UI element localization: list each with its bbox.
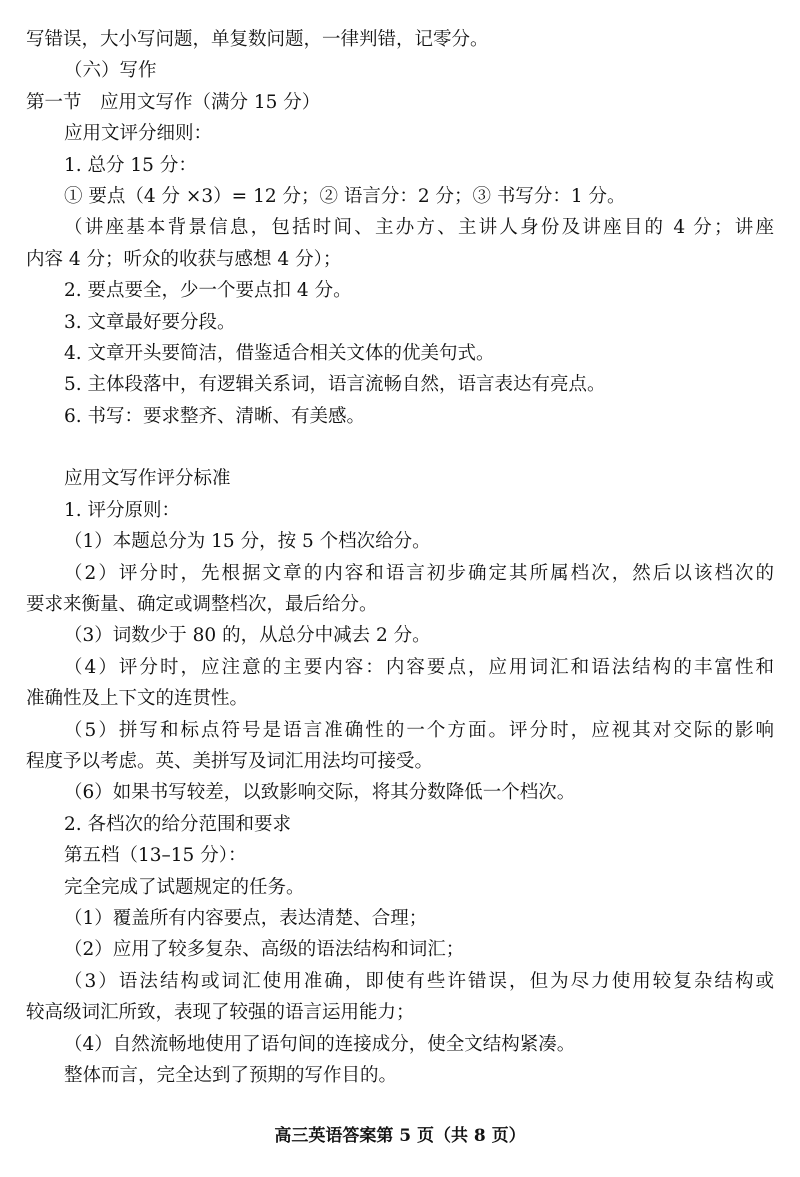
text-line: （4）自然流畅地使用了语句间的连接成分，使全文结构紧凑。 <box>64 1033 576 1055</box>
rules-heading: 应用文评分细则： <box>64 123 213 145</box>
text-line: 整体而言，完全达到了预期的写作目的。 <box>64 1064 398 1086</box>
text-line: 完全完成了试题规定的任务。 <box>64 876 305 898</box>
text-line: 写错误，大小写问题，单复数问题，一律判错，记零分。 <box>26 29 489 50</box>
grade-heading: 第五档（13–15 分）： <box>64 845 247 867</box>
text-line: 1. 总分 15 分： <box>64 154 197 176</box>
text-line: （1）覆盖所有内容要点，表达清楚、合理； <box>64 907 428 929</box>
page-footer: 高三英语答案第 5 页（共 8 页） <box>274 1126 526 1146</box>
paragraph-gap <box>26 432 774 463</box>
text-line: （1）本题总分为 15 分，按 5 个档次给分。 <box>64 531 431 553</box>
text-line: 要求来衡量、确定或调整档次，最后给分。 <box>26 594 378 616</box>
text-line: 3. 文章最好要分段。 <box>64 311 236 333</box>
text-line: （2）应用了较多复杂、高级的语法结构和词汇； <box>64 939 465 961</box>
text-line: 5. 主体段落中，有逻辑关系词，语言流畅自然，语言表达有亮点。 <box>64 374 606 396</box>
text-line: ① 要点（4 分 ×3）= 12 分；② 语言分：2 分；③ 书写分：1 分。 <box>64 185 626 207</box>
text-line: 1. 评分原则： <box>64 499 181 521</box>
text-line: 4. 文章开头要简洁，借鉴适合相关文体的优美句式。 <box>64 342 495 364</box>
text-line: 2. 各档次的给分范围和要求 <box>64 813 292 835</box>
text-line: 准确性及上下文的连贯性。 <box>26 688 249 710</box>
text-line: 6. 书写：要求整齐、清晰、有美感。 <box>64 405 366 427</box>
text-line: 内容 4 分；听众的收获与感想 4 分）； <box>26 248 342 270</box>
section-heading-writing: （六）写作 <box>64 60 157 82</box>
text-line: 较高级词汇所致，表现了较强的语言运用能力； <box>26 1002 415 1024</box>
text-line: （3）词数少于 80 的，从总分中减去 2 分。 <box>64 625 431 647</box>
text-line: 程度予以考虑。英、美拼写及词汇用法均可接受。 <box>26 750 434 772</box>
text-line: 2. 要点要全，少一个要点扣 4 分。 <box>64 280 352 302</box>
standards-heading: 应用文写作评分标准 <box>64 468 231 490</box>
text-line: （4）评分时，应注意的主要内容：内容要点，应用词汇和语法结构的丰富性和 <box>64 656 774 678</box>
text-line: （3）语法结构或词汇使用准确，即使有些许错误，但为尽力使用较复杂结构或 <box>64 970 774 992</box>
subsection-heading: 第一节 应用文写作（满分 15 分） <box>26 91 321 113</box>
text-line: （6）如果书写较差，以致影响交际，将其分数降低一个档次。 <box>64 782 576 804</box>
text-line: （2）评分时，先根据文章的内容和语言初步确定其所属档次，然后以该档次的 <box>64 562 774 584</box>
text-line: （5）拼写和标点符号是语言准确性的一个方面。评分时，应视其对交际的影响 <box>64 719 774 741</box>
text-line: （讲座基本背景信息，包括时间、主办方、主讲人身份及讲座目的 4 分；讲座 <box>64 217 774 239</box>
